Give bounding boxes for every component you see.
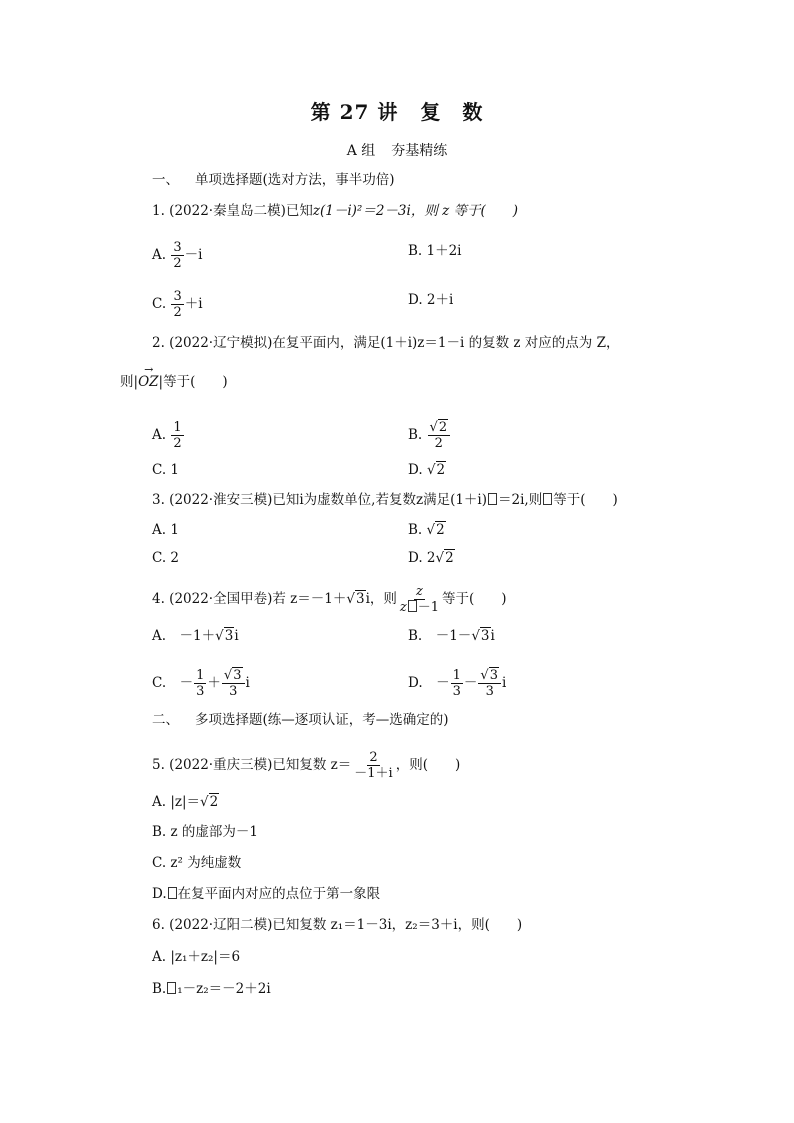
section-2-number: 二、 (152, 712, 179, 728)
q4-prefix: 4. (2022·全国甲卷)若 z＝－1＋ (152, 591, 347, 607)
q5-suffix: ，则( ) (395, 757, 461, 773)
numerator (428, 420, 451, 436)
q5-prefix: 5. (2022·重庆三模)已知复数 z＝ (152, 757, 352, 773)
section-2-text: 多项选择题(练—逐项认证，考—选确定的) (195, 712, 449, 728)
page-title (0, 96, 794, 125)
sqrt-symbol: √2 (426, 462, 446, 478)
numerator (222, 668, 245, 684)
radicand: 3 (489, 668, 498, 683)
q3-option-d (408, 548, 455, 568)
q3-prefix: 3. (2022·淮安三模)已知i为虚数单位,若复数z满足(1＋i) (152, 492, 488, 508)
denominator: 3 (229, 684, 238, 699)
denominator: 2 (434, 436, 443, 451)
question-5 (152, 750, 460, 781)
denominator: 3 (196, 684, 205, 699)
option-tail: i (245, 675, 250, 691)
question-2-line-2 (120, 372, 228, 392)
q3-suffix: 等于( ) (553, 492, 618, 508)
option-label: D. (408, 462, 423, 478)
question-6: 6. (2022·辽阳二模)已知复数 z₁＝1－3i，z₂＝3＋i，则( ) (152, 917, 523, 933)
fraction (398, 584, 441, 615)
denominator: 3 (485, 684, 494, 699)
q4-option-b (408, 626, 495, 646)
q5-option-b: B. z 的虚部为－1 (152, 824, 258, 840)
sqrt-symbol: √3 (471, 628, 490, 644)
radicand: 3 (355, 591, 365, 607)
numerator: z (416, 584, 423, 599)
radicand: 2 (445, 550, 454, 566)
option-label: C. － (152, 675, 194, 691)
q6-option-b (152, 979, 271, 999)
fraction (451, 668, 463, 699)
q2-prefix: 则| (120, 374, 139, 390)
fraction (352, 750, 394, 781)
fraction (171, 240, 183, 271)
missing-glyph-icon (543, 493, 552, 505)
q1-option-b: B. 1＋2i (408, 243, 462, 259)
numerator: 1 (196, 668, 205, 683)
q5-option-d (152, 884, 380, 904)
section-1-heading (152, 170, 395, 190)
option-text: A. |z|＝ (152, 794, 201, 810)
lecture-number: 第 27 讲 (310, 100, 399, 124)
group-name: A 组 (346, 143, 376, 159)
group-heading (0, 140, 794, 160)
fraction (171, 289, 183, 320)
q5-option-c: C. z² 为纯虚数 (152, 855, 242, 871)
q1-source: 1. (2022·秦皇岛二模)已知 (152, 203, 313, 219)
q3-middle: ＝2i,则 (498, 492, 543, 508)
denominator: 2 (173, 436, 182, 451)
option-label: B. (408, 427, 423, 443)
vector-oz: → OZ (138, 372, 158, 392)
q4-suffix: 等于( ) (442, 591, 507, 607)
option-label: A. －1＋ (152, 628, 216, 644)
denominator-tail: －1 (417, 600, 440, 615)
radicand: 2 (438, 420, 448, 435)
sqrt-symbol: √3 (223, 668, 242, 683)
lecture-topic: 复 数 (420, 100, 484, 124)
numerator: 1 (173, 420, 182, 435)
missing-glyph-icon (168, 887, 177, 899)
numerator (478, 668, 501, 684)
section-1-number: 一、 (152, 172, 179, 188)
denominator: －1＋i (354, 766, 393, 781)
q5-option-a (152, 792, 219, 812)
q4-option-d (408, 668, 506, 699)
denominator: 2 (173, 305, 182, 320)
question-2-line-1: 2. (2022·辽宁模拟)在复平面内，满足(1＋i)z＝1－i 的复数 z 对应的点为 Z， (152, 335, 620, 351)
q1-option-a (152, 240, 202, 271)
radicand: 3 (224, 628, 234, 644)
sqrt-symbol: √2 (435, 550, 454, 566)
option-tail: i (502, 675, 507, 691)
radicand: 2 (209, 794, 219, 810)
numerator: 1 (452, 668, 461, 683)
option-label: B. (152, 981, 167, 997)
q3-option-a: A. 1 (152, 522, 179, 538)
fraction (428, 420, 451, 451)
sqrt-symbol: √2 (426, 522, 445, 538)
option-label: D. － (408, 675, 450, 691)
q4-option-c (152, 668, 250, 699)
option-label: C. (152, 296, 167, 312)
option-label: D. (152, 886, 167, 902)
sqrt-symbol: √3 (346, 591, 365, 607)
q2-option-a (152, 420, 185, 451)
q1-option-c (152, 289, 203, 320)
q6-option-a: A. |z₁＋z₂|＝6 (152, 949, 241, 965)
fraction (194, 668, 206, 699)
denominator: z －1 (399, 600, 440, 615)
q4-option-a (152, 626, 239, 646)
option-tail: i (490, 628, 495, 644)
q4-middle: i，则 (365, 591, 397, 607)
sign: － (463, 675, 478, 691)
numerator: 2 (369, 750, 378, 765)
option-label: B. －1－ (408, 628, 472, 644)
q2-option-d (408, 460, 446, 480)
q1-equation: z(1－i)²＝2－3i，则 z 等于( ) (312, 203, 519, 219)
denominator: 2 (173, 256, 182, 271)
q3-option-c: C. 2 (152, 550, 180, 566)
missing-glyph-icon (408, 600, 417, 612)
sign: ＋ (207, 675, 221, 691)
option-tail: －i (184, 247, 203, 263)
q2-option-b (408, 420, 451, 451)
fraction (478, 668, 501, 699)
radicand: 3 (480, 628, 490, 644)
q2-option-c: C. 1 (152, 462, 180, 478)
option-label: A. (152, 247, 167, 263)
denominator: 3 (452, 684, 461, 699)
sqrt-symbol: √3 (480, 668, 498, 683)
radicand: 3 (233, 668, 242, 683)
option-tail: ＋i (184, 296, 203, 312)
option-label: B. (408, 522, 423, 538)
missing-glyph-icon (488, 493, 497, 505)
fraction (222, 668, 245, 699)
section-2-heading (152, 710, 449, 730)
question-4 (152, 584, 507, 615)
q2-suffix: |等于( ) (158, 374, 228, 390)
option-text: ₁－z₂＝－2＋2i (177, 981, 271, 997)
fraction (171, 420, 183, 451)
section-1-text: 单项选择题(选对方法，事半功倍) (195, 172, 395, 188)
numerator: 3 (173, 289, 182, 304)
numerator: 3 (173, 240, 182, 255)
option-label: D. 2 (408, 550, 436, 566)
radicand: 2 (436, 462, 446, 478)
option-text: 在复平面内对应的点位于第一象限 (177, 886, 381, 902)
group-desc: 夯基精练 (391, 143, 448, 159)
option-label: A. (152, 427, 167, 443)
q1-option-d: D. 2＋i (408, 292, 454, 308)
missing-glyph-icon (167, 982, 176, 994)
question-3 (152, 490, 618, 510)
radicand: 2 (436, 522, 445, 538)
question-1 (152, 201, 518, 221)
sqrt-symbol: √2 (200, 794, 219, 810)
sqrt-symbol: √2 (429, 420, 448, 435)
q3-option-b (408, 520, 446, 540)
sqrt-symbol: √3 (215, 628, 234, 644)
option-tail: i (234, 628, 239, 644)
